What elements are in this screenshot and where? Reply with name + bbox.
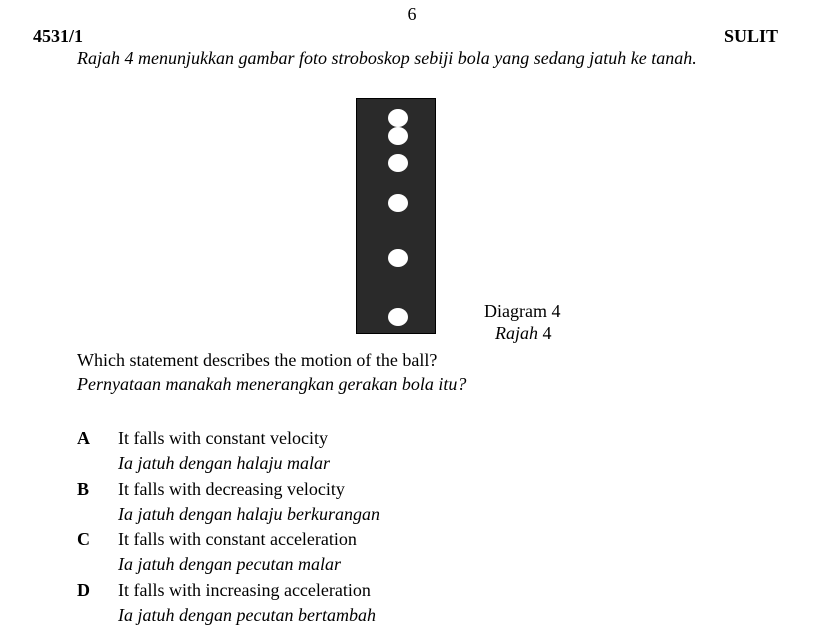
option-c-letter: C (77, 529, 90, 549)
question-malay: Pernyataan manakah menerangkan gerakan bola itu? (77, 374, 467, 394)
ball-image-2 (388, 127, 408, 145)
option-c-english: It falls with constant acceleration (118, 529, 357, 549)
option-d-malay: Ia jatuh dengan pecutan bertambah (118, 605, 376, 625)
ball-image-4 (388, 194, 408, 212)
paper-code: 4531/1 (33, 26, 84, 46)
ball-image-3 (388, 154, 408, 172)
caption-ms-word: Rajah (495, 323, 538, 343)
stroboscope-photo (356, 98, 436, 334)
caption-ms-number: 4 (542, 323, 552, 343)
ball-image-1 (388, 109, 408, 127)
option-d-letter: D (77, 580, 90, 600)
option-a-english: It falls with constant velocity (118, 428, 328, 448)
option-b-malay: Ia jatuh dengan halaju berkurangan (118, 504, 380, 524)
intro-text: Rajah 4 menunjukkan gambar foto stroboskop sebiji bola yang sedang jatuh ke tanah. (77, 48, 697, 68)
ball-image-6 (388, 308, 408, 326)
option-a-malay: Ia jatuh dengan halaju malar (118, 453, 330, 473)
paper-status: SULIT (723, 26, 778, 46)
question-english: Which statement describes the motion of the ball? (77, 350, 438, 370)
option-c-malay: Ia jatuh dengan pecutan malar (118, 554, 341, 574)
ball-image-5 (388, 249, 408, 267)
page-number: 6 (407, 4, 417, 24)
option-b-english: It falls with decreasing velocity (118, 479, 345, 499)
option-a-letter: A (77, 428, 90, 448)
option-b-letter: B (77, 479, 90, 499)
option-d-english: It falls with increasing acceleration (118, 580, 371, 600)
diagram-caption-malay (495, 323, 552, 344)
diagram-caption: Diagram 4 (484, 301, 561, 321)
